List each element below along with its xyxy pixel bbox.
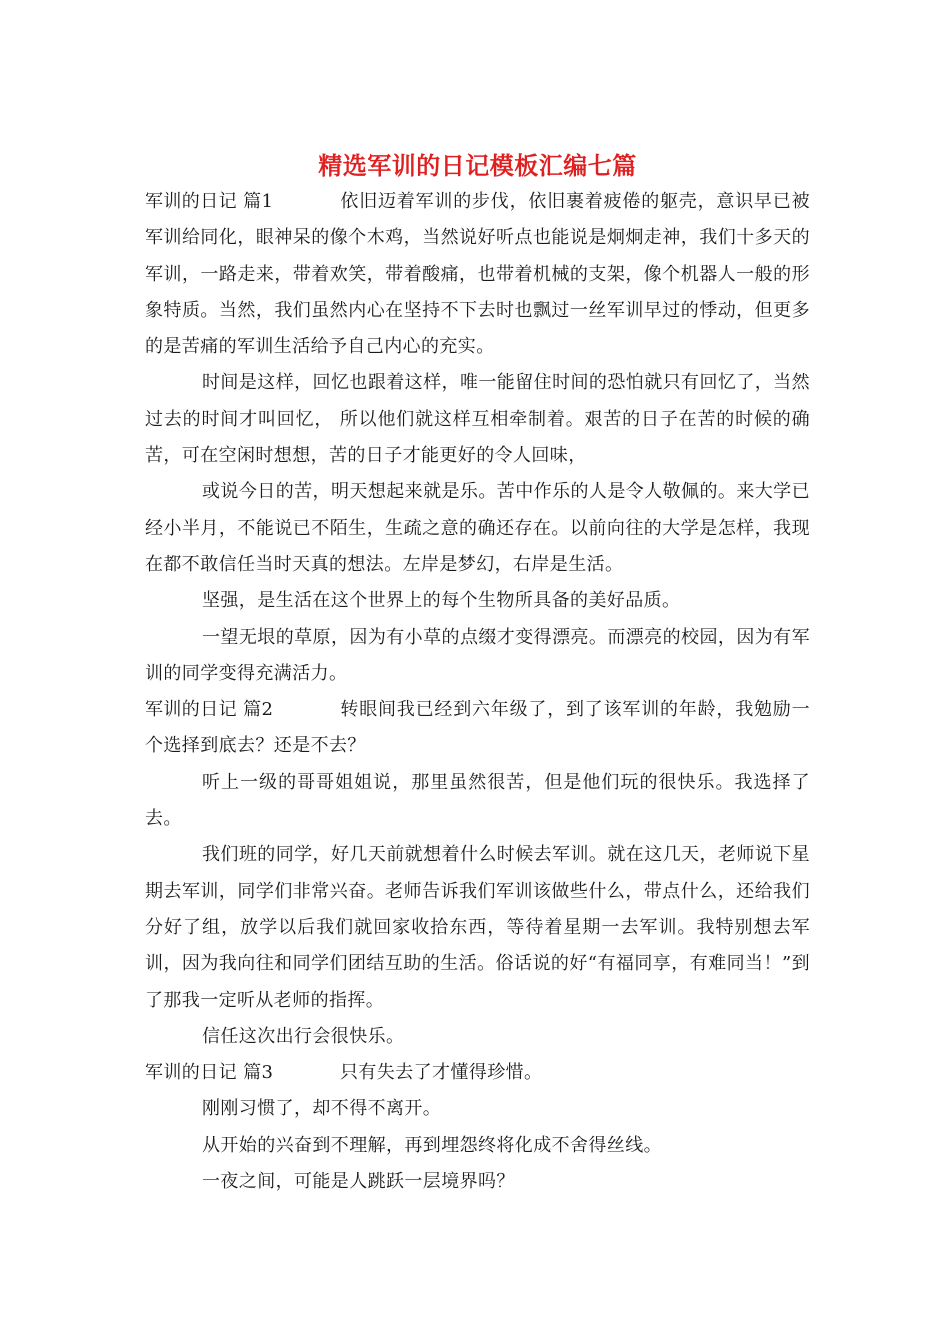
paragraph	[145, 583, 810, 619]
paragraph	[145, 1128, 810, 1164]
paragraph	[145, 837, 810, 1018]
paragraph-text: 刚刚习惯了，却不得不离开。	[202, 1098, 442, 1120]
paragraph	[145, 765, 810, 838]
paragraph	[145, 1019, 810, 1055]
paragraph	[145, 474, 810, 583]
paragraph	[145, 692, 810, 765]
paragraph-text: 从开始的兴奋到不理解，再到埋怨终将化成不舍得丝线。	[202, 1134, 662, 1156]
paragraph-text: 只有失去了才懂得珍惜。	[340, 1062, 543, 1084]
paragraph	[145, 1164, 810, 1200]
paragraph-text: 听上一级的哥哥姐姐说，那里虽然很苦，但是他们玩的很快乐。我选择了去。	[145, 771, 810, 830]
paragraph	[145, 184, 810, 365]
paragraph-text: 一望无垠的草原，因为有小草的点缀才变得漂亮。而漂亮的校园，因为有军训的同学变得充满活力。	[145, 626, 810, 684]
paragraph	[145, 1091, 810, 1127]
section-heading: 军训的日记 篇2	[145, 699, 274, 721]
section-heading: 军训的日记 篇3	[145, 1062, 274, 1084]
paragraph-text: 转眼间我已经到六年级了，到了该军训的年龄，我勉励一个选择到底去？还是不去？	[145, 699, 810, 757]
paragraph-text: 时间是这样，回忆也跟着这样，唯一能留住时间的恐怕就只有回忆了，当然过去的时间才叫回忆， 所以他们就这样互相牵制着。艰苦的日子在苦的时候的确苦，可在空闲时想想，苦的日子才能更好的令人回味，	[145, 372, 810, 467]
paragraph-text: 依旧迈着军训的步伐，依旧裹着疲倦的躯壳，意识早已被军训给同化，眼神呆的像个木鸡，当然说好听点也能说是炯炯走神，我们十多天的军训，一路走来，带着欢笑，带着酸痛，也带着机械的支架，像个机器人一般的形象特质。当然，我们虽然内心在坚持不下去时也飘过一丝军训早过的悸动，但更多的是苦痛的军训生活给予自己内心的充实。	[145, 191, 810, 358]
section-heading: 军训的日记 篇1	[145, 191, 274, 212]
document-body	[145, 184, 810, 1200]
document-title: 精选军训的日记模板汇编七篇	[318, 151, 637, 180]
paragraph	[145, 1055, 810, 1091]
paragraph-text: 信任这次出行会很快乐。	[202, 1025, 405, 1047]
paragraph	[145, 620, 810, 693]
paragraph-text: 或说今日的苦，明天想起来就是乐。苦中作乐的人是令人敬佩的。来大学已经小半月，不能说已不陌生，生疏之意的确还存在。以前向往的大学是怎样，我现在都不敢信任当时天真的想法。左岸是梦幻，右岸是生活。	[145, 481, 810, 575]
paragraph	[145, 365, 810, 474]
paragraph-text: 一夜之间，可能是人跳跃一层境界吗？	[202, 1171, 515, 1193]
paragraph-text: 我们班的同学，好几天前就想着什么时候去军训。就在这几天，老师说下星期去军训，同学们非常兴奋。老师告诉我们军训该做些什么，带点什么，还给我们分好了组，放学以后我们就回家收拾东西，等待着星期一去军训。我特别想去军训，因为我向往和同学们团结互助的生活。俗话说的好“有福同享，有难同当！”到了那我一定听从老师的指挥。	[145, 844, 810, 1011]
paragraph-text: 坚强，是生活在这个世界上的每个生物所具备的美好品质。	[202, 590, 681, 612]
document-page	[145, 146, 810, 1200]
